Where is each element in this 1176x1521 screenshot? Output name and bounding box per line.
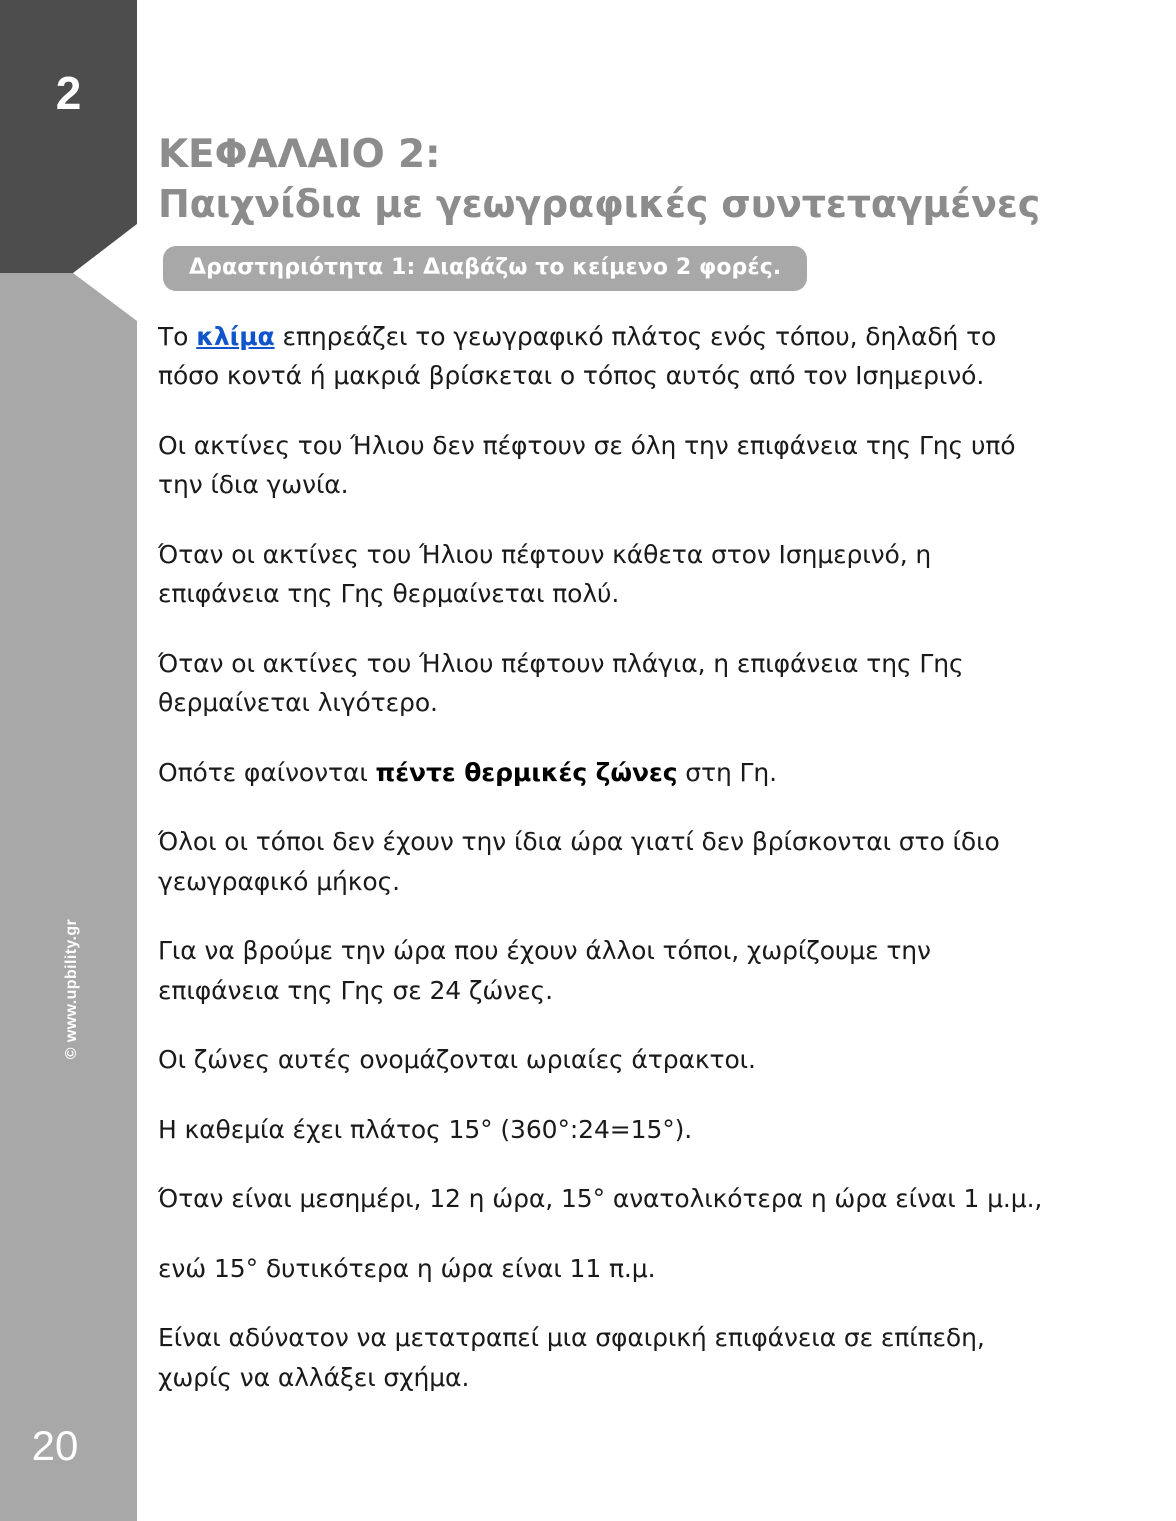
sidebar-dark-block — [0, 0, 137, 273]
activity-badge: Δραστηριότητα 1: Διαβάζω το κείμενο 2 φορές. — [163, 246, 807, 291]
paragraph-text: Για να βρούμε την ώρα που έχουν άλλοι τόποι, χωρίζουμε την επιφάνεια της Γης σε 24 ζώνες. — [158, 936, 931, 1005]
body-text — [158, 317, 1058, 1398]
paragraph — [158, 931, 1058, 1010]
paragraph-text: επηρεάζει το γεωγραφικό πλάτος ενός τόπου, δηλαδή το πόσο κοντά ή μακριά βρίσκεται ο τόπος αυτός από τον Ισημερινό. — [158, 321, 997, 391]
paragraph-text: Οι ζώνες αυτές ονομάζονται ωριαίες άτρακτοι. — [158, 1045, 756, 1075]
paragraph-text: Όλοι οι τόποι δεν έχουν την ίδια ώρα γιατί δεν βρίσκονται στο ίδιο γεωγραφικό μήκος. — [158, 827, 1000, 896]
glossary-link[interactable]: κλίμα — [196, 321, 275, 351]
paragraph — [158, 1318, 1058, 1397]
paragraph — [158, 1249, 1058, 1289]
page-title-line-1: ΚΕΦΑΛΑΙΟ 2: — [158, 132, 441, 177]
paragraph — [158, 1110, 1058, 1150]
paragraph — [158, 644, 1058, 723]
page-title-line-2: Παιχνίδια με γεωγραφικές συντεταγμένες — [158, 181, 1041, 226]
paragraph-text: Το — [158, 321, 197, 351]
paragraph — [158, 822, 1058, 901]
paragraph-text: ενώ 15° δυτικότερα η ώρα είναι 11 π.μ. — [158, 1253, 656, 1283]
paragraph — [158, 535, 1058, 614]
paragraph-text: Η καθεμία έχει πλάτος 15° (360°:24=15°). — [158, 1114, 693, 1144]
paragraph — [158, 1040, 1058, 1080]
paragraph-text: Οπότε φαίνονται — [158, 757, 376, 787]
chapter-number-badge: 2 — [55, 67, 82, 119]
paragraph — [158, 753, 1058, 793]
paragraph-text: Όταν οι ακτίνες του Ήλιου πέφτουν κάθετα στον Ισημερινό, η επιφάνεια της Γης θερμαίνεται πολύ. — [158, 539, 932, 609]
paragraph-text: στη Γη. — [677, 757, 777, 787]
paragraph-text: Οι ακτίνες του Ήλιου δεν πέφτουν σε όλη την επιφάνεια της Γης υπό την ίδια γωνία. — [158, 430, 1016, 500]
page-number: 20 — [31, 1422, 79, 1469]
page-content — [158, 0, 1058, 1397]
paragraph-text: Όταν είναι μεσημέρι, 12 η ώρα, 15° ανατολικότερα η ώρα είναι 1 μ.μ., — [158, 1184, 1043, 1214]
emphasis-term: πέντε θερμικές ζώνες — [375, 757, 678, 787]
paragraph — [158, 426, 1058, 505]
paragraph-text: Όταν οι ακτίνες του Ήλιου πέφτουν πλάγια, η επιφάνεια της Γης θερμαίνεται λιγότερο. — [158, 648, 964, 718]
paragraph-text: Είναι αδύνατον να μετατραπεί μια σφαιρική επιφάνεια σε επίπεδη, χωρίς να αλλάξει σχήμα. — [158, 1323, 985, 1392]
sidebar-decoration — [0, 0, 140, 1521]
page-title — [158, 0, 1058, 229]
paragraph — [158, 317, 1058, 396]
paragraph — [158, 1179, 1058, 1219]
copyright-watermark: © www.upbility.gr — [63, 918, 80, 1060]
